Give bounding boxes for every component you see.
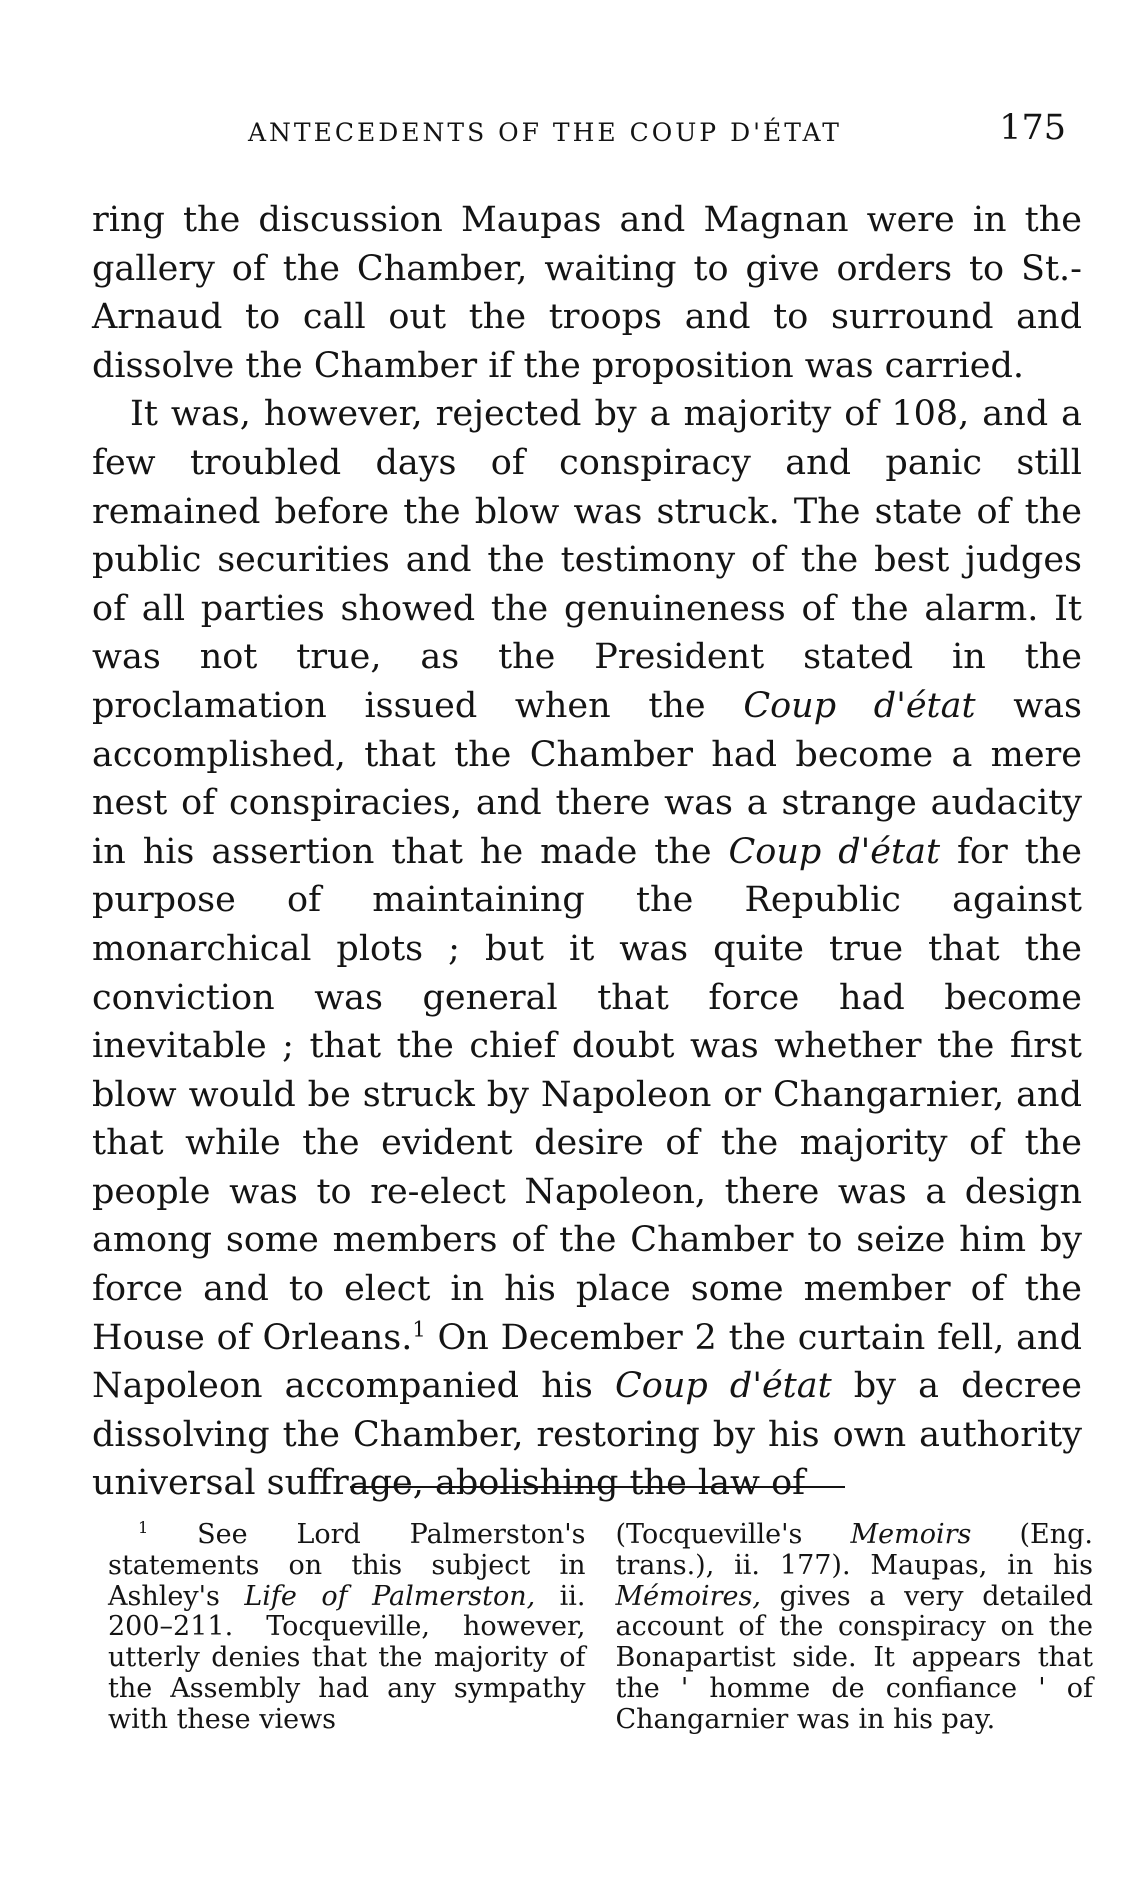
text-run: ii. 200–211. Tocqueville, however, utterly denies that the majority of the Assembly had any sympathy with these views [108, 1580, 586, 1735]
text-run: gives a very detailed account of the conspiracy on the Bonapartist side. It appears that the ' homme de confiance ' of Changarnier was in his pay. [615, 1580, 1093, 1735]
text-run: was accomplished, that the Chamber had become a mere nest of conspiracies, and there was a strange audacity in his assertion that he made the [92, 685, 1082, 872]
footnotes [108, 1520, 1093, 1736]
text-run: (Tocqueville's [615, 1519, 851, 1550]
body-text [92, 196, 1082, 1508]
paragraph-main [92, 390, 1082, 1508]
text-run: On December 2 the curtain fell, and Napoleon accompanied his [92, 1317, 1082, 1407]
italic-title: Mémoires, [615, 1580, 761, 1612]
footnote-left-column [108, 1520, 586, 1736]
text-run: (Eng. trans.), ii. 177). Maupas, in his [615, 1519, 1093, 1581]
paragraph-continued: ring the discussion Maupas and Magnan were in the gallery of the Chamber, waiting to give orders to St.-Arnaud to call out the troops and to surround and dissolve the Chamber if the proposition was carried. [92, 200, 1082, 386]
running-head: ANTECEDENTS OF THE COUP D'ÉTAT [248, 118, 842, 147]
italic-title: Life of Palmerston, [244, 1580, 536, 1612]
italic-title: Memoirs [850, 1519, 972, 1550]
italic-phrase: Coup d'état [743, 685, 976, 726]
footnote-marker: 1 [138, 1518, 149, 1537]
footnote-reference: 1 [412, 1317, 426, 1341]
text-run: for the purpose of maintaining the Republic against monarchical plots ; but it was quite true that the conviction was general that force had become inevitable ; that the chief doubt was whether the first blow would be struck by Napoleon or Changarnier, and that while the evident desire of the majority of the people was to re-elect Napoleon, there was a design among some members of the Chamber to seize him by force and to elect in his place some member of the House of Orleans. [92, 831, 1083, 1358]
page-header [248, 108, 1066, 158]
text-run: by a decree dissolving the Chamber, restoring by his own authority universal suffrage, abolishing the law of [92, 1366, 1082, 1504]
footnote-right-column [616, 1520, 1094, 1736]
italic-phrase: Coup d'état [728, 831, 941, 872]
text-run: See Lord Palmerston's statements on this subject in Ashley's [108, 1519, 586, 1612]
italic-phrase: Coup d'état [615, 1366, 832, 1407]
footnote-divider [350, 1486, 845, 1488]
page-number: 175 [999, 108, 1066, 148]
text-run: It was, however, rejected by a majority of 108, and a few troubled days of conspiracy and panic still remained before the blow was struck. The state of the public securities and the testimony of the best judges of all parties showed the genuineness of the alarm. It was not true, as the President stated in the proclamation issued when the [92, 394, 1082, 726]
